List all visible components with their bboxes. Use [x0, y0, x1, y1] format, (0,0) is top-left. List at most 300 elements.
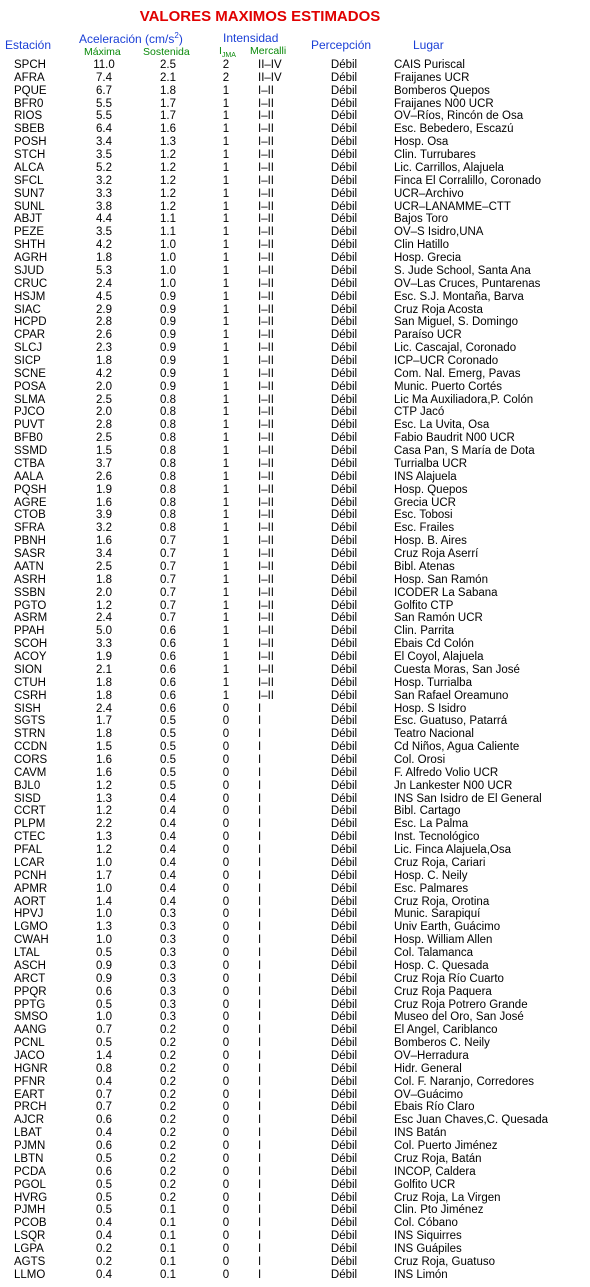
- cell-ijma: 0: [222, 934, 230, 947]
- cell-sustained: 0.5: [160, 728, 176, 741]
- cell-max: 0.5: [96, 947, 112, 960]
- cell-sustained: 0.6: [160, 651, 176, 664]
- cell-mercalli: I: [258, 1204, 262, 1217]
- cell-mercalli: I–II: [258, 161, 274, 174]
- cell-sustained: 0.4: [160, 856, 176, 869]
- cell-perception: Débil: [330, 264, 358, 277]
- cell-station: SSMD: [14, 445, 48, 458]
- cell-sustained: 0.1: [160, 1230, 176, 1243]
- cell-place: San Rafael Oreamuno: [394, 689, 509, 702]
- cell-sustained: 0.2: [160, 1140, 176, 1153]
- cell-perception: Débil: [330, 831, 358, 844]
- cell-station: SHTH: [14, 239, 46, 252]
- cell-perception: Débil: [330, 921, 358, 934]
- table-row: [0, 1063, 590, 1076]
- cell-max: 2.8: [96, 419, 112, 432]
- cell-perception: Débil: [330, 355, 358, 367]
- cell-mercalli: I: [258, 1088, 262, 1101]
- cell-mercalli: I–II: [258, 393, 274, 406]
- table-row: [0, 432, 590, 445]
- cell-ijma: 1: [222, 457, 230, 470]
- cell-ijma: 0: [222, 908, 230, 921]
- cell-max: 0.8: [96, 1062, 112, 1075]
- cell-max: 1.2: [96, 779, 112, 792]
- cell-ijma: 0: [222, 1062, 230, 1075]
- cell-station: SMSO: [14, 1011, 48, 1024]
- cell-perception: Débil: [330, 149, 358, 162]
- table-row: [0, 947, 590, 960]
- cell-place: Cruz Roja, Cariari: [394, 856, 486, 869]
- cell-ijma: 0: [222, 1114, 230, 1127]
- cell-sustained: 1.2: [160, 174, 176, 187]
- cell-station: SISH: [14, 702, 41, 715]
- cell-perception: Débil: [330, 805, 358, 818]
- cell-perception: Débil: [330, 612, 358, 625]
- cell-station: JACO: [14, 1049, 45, 1062]
- table-row: [0, 406, 590, 419]
- cell-perception: Débil: [330, 689, 358, 702]
- cell-perception: Débil: [330, 71, 358, 84]
- cell-place: OV–Ríos, Rincón de Osa: [394, 110, 524, 123]
- cell-max: 2.0: [96, 586, 112, 599]
- cell-sustained: 0.3: [160, 972, 176, 985]
- cell-max: 5.3: [96, 264, 112, 277]
- cell-mercalli: I–II: [258, 149, 274, 162]
- cell-station: SFRA: [14, 522, 45, 535]
- cell-station: SBEB: [14, 123, 45, 136]
- cell-perception: Débil: [330, 625, 358, 638]
- cell-perception: Débil: [330, 895, 358, 908]
- cell-station: HGNR: [14, 1062, 48, 1075]
- cell-max: 3.2: [96, 174, 112, 187]
- cell-place: Esc. Tobosi: [394, 509, 453, 522]
- cell-max: 0.7: [96, 1101, 112, 1114]
- cell-max: 0.5: [96, 1191, 112, 1204]
- cell-ijma: 1: [222, 252, 230, 265]
- cell-place: Ebais Cd Colón: [394, 638, 474, 651]
- cell-place: Hosp. S Isidro: [394, 702, 467, 715]
- cell-perception: Débil: [330, 1049, 358, 1062]
- cell-sustained: 0.9: [160, 355, 176, 367]
- cell-max: 7.4: [96, 71, 112, 84]
- cell-place: Cruz Roja, Guatuso: [394, 1255, 495, 1268]
- cell-mercalli: I–II: [258, 535, 274, 548]
- cell-max: 0.7: [96, 1088, 112, 1101]
- cell-station: CSRH: [14, 689, 47, 702]
- cell-max: 2.8: [96, 316, 112, 329]
- cell-place: Esc. Bebedero, Escazú: [394, 123, 514, 136]
- cell-max: 5.2: [96, 161, 112, 174]
- table-row: [0, 1037, 590, 1050]
- cell-station: AALA: [14, 470, 44, 483]
- cell-sustained: 0.1: [160, 1268, 176, 1281]
- cell-perception: Débil: [330, 239, 358, 252]
- cell-sustained: 0.2: [160, 1127, 176, 1140]
- cell-station: LGPA: [14, 1243, 44, 1256]
- cell-place: Cruz Roja, Batán: [394, 1152, 482, 1165]
- cell-station: PGOL: [14, 1178, 46, 1191]
- cell-mercalli: I: [258, 908, 262, 921]
- cell-max: 1.0: [96, 882, 112, 895]
- cell-sustained: 1.2: [160, 187, 176, 200]
- cell-mercalli: I–II: [258, 586, 274, 599]
- cell-station: ACOY: [14, 651, 47, 664]
- cell-perception: Débil: [330, 213, 358, 226]
- cell-ijma: 0: [222, 856, 230, 869]
- cell-ijma: 0: [222, 882, 230, 895]
- cell-place: Cuesta Moras, San José: [394, 663, 520, 676]
- cell-max: 1.8: [96, 355, 112, 367]
- cell-mercalli: I: [258, 1268, 262, 1281]
- cell-sustained: 0.3: [160, 908, 176, 921]
- table-row: [0, 265, 590, 278]
- cell-station: STRN: [14, 728, 46, 741]
- table-row: [0, 394, 590, 407]
- header-sustained: Sostenida: [143, 46, 190, 58]
- cell-station: SION: [14, 663, 43, 676]
- table-row: [0, 754, 590, 767]
- cell-perception: Débil: [330, 483, 358, 496]
- cell-perception: Débil: [330, 972, 358, 985]
- cell-perception: Débil: [330, 844, 358, 857]
- cell-station: PRCH: [14, 1101, 47, 1114]
- table-row: [0, 201, 590, 214]
- cell-max: 6.7: [96, 84, 112, 97]
- cell-perception: Débil: [330, 1230, 358, 1243]
- cell-place: OV–S Isidro,UNA: [394, 226, 484, 239]
- cell-ijma: 0: [222, 959, 230, 972]
- table-row: [0, 703, 590, 716]
- cell-mercalli: I: [258, 1243, 262, 1256]
- cell-mercalli: I–II: [258, 612, 274, 625]
- cell-ijma: 0: [222, 1191, 230, 1204]
- cell-sustained: 0.2: [160, 1075, 176, 1088]
- cell-station: PFNR: [14, 1075, 46, 1088]
- cell-perception: Débil: [330, 934, 358, 947]
- cell-place: OV–Guácimo: [394, 1088, 464, 1101]
- table-row: [0, 355, 590, 368]
- cell-max: 2.0: [96, 406, 112, 419]
- cell-ijma: 0: [222, 1101, 230, 1114]
- cell-ijma: 0: [222, 1217, 230, 1230]
- cell-perception: Débil: [330, 1024, 358, 1037]
- cell-perception: Débil: [330, 419, 358, 432]
- cell-max: 4.2: [96, 239, 112, 252]
- cell-mercalli: I–II: [258, 174, 274, 187]
- cell-place: Munic. Puerto Cortés: [394, 380, 503, 393]
- cell-mercalli: I: [258, 831, 262, 844]
- cell-perception: Débil: [330, 200, 358, 213]
- cell-station: AJCR: [14, 1114, 45, 1127]
- cell-station: RIOS: [14, 110, 43, 123]
- cell-ijma: 0: [222, 998, 230, 1011]
- cell-place: Hosp. Turrialba: [394, 676, 472, 689]
- cell-station: SCNE: [14, 367, 46, 380]
- cell-max: 1.3: [96, 831, 112, 844]
- cell-place: Col. Cóbano: [394, 1217, 458, 1230]
- cell-sustained: 0.9: [160, 367, 176, 380]
- cell-sustained: 1.6: [160, 123, 176, 136]
- table-row: [0, 1153, 590, 1166]
- cell-mercalli: I–II: [258, 663, 274, 676]
- cell-sustained: 0.7: [160, 548, 176, 561]
- cell-station: SUN7: [14, 187, 45, 200]
- cell-station: HSJM: [14, 290, 46, 303]
- cell-ijma: 1: [222, 123, 230, 136]
- cell-ijma: 0: [222, 1255, 230, 1268]
- cell-perception: Débil: [330, 1114, 358, 1127]
- cell-ijma: 0: [222, 1178, 230, 1191]
- cell-station: LBAT: [14, 1127, 42, 1140]
- cell-mercalli: I: [258, 959, 262, 972]
- cell-place: Finca El Corralillo, Coronado: [394, 174, 542, 187]
- cell-ijma: 1: [222, 509, 230, 522]
- table-row: [0, 986, 590, 999]
- cell-mercalli: I–II: [258, 470, 274, 483]
- cell-place: Grecia UCR: [394, 496, 456, 509]
- cell-ijma: 1: [222, 689, 230, 702]
- table-row: [0, 1011, 590, 1024]
- cell-mercalli: I–II: [258, 239, 274, 252]
- cell-mercalli: I–II: [258, 638, 274, 651]
- cell-mercalli: I–II: [258, 200, 274, 213]
- cell-ijma: 1: [222, 149, 230, 162]
- cell-station: ASCH: [14, 959, 46, 972]
- cell-mercalli: I–II: [258, 187, 274, 200]
- table-row: [0, 883, 590, 896]
- cell-mercalli: I–II: [258, 290, 274, 303]
- cell-mercalli: I–II: [258, 406, 274, 419]
- cell-sustained: 0.7: [160, 573, 176, 586]
- cell-sustained: 0.7: [160, 560, 176, 573]
- cell-mercalli: I: [258, 779, 262, 792]
- cell-station: CAVM: [14, 766, 47, 779]
- cell-ijma: 0: [222, 1140, 230, 1153]
- cell-ijma: 1: [222, 213, 230, 226]
- cell-station: PBNH: [14, 535, 46, 548]
- cell-sustained: 0.3: [160, 947, 176, 960]
- cell-mercalli: I: [258, 1152, 262, 1165]
- cell-max: 0.6: [96, 985, 112, 998]
- cell-station: HCPD: [14, 316, 47, 329]
- cell-max: 0.5: [96, 1037, 112, 1050]
- cell-max: 0.9: [96, 972, 112, 985]
- cell-max: 2.5: [96, 393, 112, 406]
- cell-place: INS Batán: [394, 1127, 447, 1140]
- cell-mercalli: I: [258, 1140, 262, 1153]
- cell-mercalli: I–II: [258, 367, 274, 380]
- cell-place: Com. Nal. Emerg, Pavas: [394, 367, 521, 380]
- cell-mercalli: I: [258, 985, 262, 998]
- cell-place: Bomberos Quepos: [394, 84, 490, 97]
- cell-station: PCDA: [14, 1165, 46, 1178]
- table-row: [0, 419, 590, 432]
- cell-ijma: 1: [222, 522, 230, 535]
- cell-max: 0.6: [96, 1114, 112, 1127]
- cell-sustained: 0.6: [160, 638, 176, 651]
- cell-place: CAIS Puriscal: [394, 59, 465, 71]
- table-row: [0, 291, 590, 304]
- cell-mercalli: I: [258, 856, 262, 869]
- cell-mercalli: I: [258, 934, 262, 947]
- table-row: [0, 162, 590, 175]
- cell-sustained: 0.3: [160, 934, 176, 947]
- table-row: [0, 239, 590, 252]
- cell-max: 3.5: [96, 226, 112, 239]
- cell-station: SICP: [14, 355, 41, 367]
- cell-perception: Débil: [330, 959, 358, 972]
- cell-ijma: 1: [222, 573, 230, 586]
- cell-max: 1.6: [96, 496, 112, 509]
- cell-perception: Débil: [330, 1037, 358, 1050]
- cell-sustained: 0.2: [160, 1178, 176, 1191]
- cell-sustained: 1.2: [160, 161, 176, 174]
- cell-station: BJL0: [14, 779, 41, 792]
- table-row: [0, 1179, 590, 1192]
- cell-perception: Débil: [330, 123, 358, 136]
- cell-max: 0.5: [96, 1204, 112, 1217]
- table-row: [0, 535, 590, 548]
- table-row: [0, 1140, 590, 1153]
- header-ijma-sub: JMA: [221, 52, 236, 60]
- cell-mercalli: I–II: [258, 264, 274, 277]
- table-row: [0, 690, 590, 703]
- cell-ijma: 1: [222, 161, 230, 174]
- cell-mercalli: I: [258, 972, 262, 985]
- cell-place: OV–Herradura: [394, 1049, 469, 1062]
- cell-sustained: 0.8: [160, 522, 176, 535]
- cell-place: Museo del Oro, San José: [394, 1011, 524, 1024]
- cell-station: PJCO: [14, 406, 45, 419]
- cell-station: POSH: [14, 136, 47, 149]
- cell-max: 0.7: [96, 1024, 112, 1037]
- cell-place: ICODER La Sabana: [394, 586, 498, 599]
- cell-mercalli: II–IV: [258, 71, 282, 84]
- cell-place: Esc. Palmares: [394, 882, 469, 895]
- cell-ijma: 0: [222, 1075, 230, 1088]
- table-row: [0, 870, 590, 883]
- table-row: [0, 548, 590, 561]
- cell-perception: Débil: [330, 908, 358, 921]
- table-row: [0, 1114, 590, 1127]
- cell-mercalli: I: [258, 1255, 262, 1268]
- cell-place: Cruz Roja Río Cuarto: [394, 972, 504, 985]
- cell-station: ASRH: [14, 573, 46, 586]
- cell-max: 0.2: [96, 1243, 112, 1256]
- table-row: [0, 252, 590, 265]
- cell-station: CORS: [14, 753, 48, 766]
- cell-perception: Débil: [330, 84, 358, 97]
- cell-station: ABJT: [14, 213, 43, 226]
- table-row: [0, 175, 590, 188]
- cell-sustained: 1.7: [160, 97, 176, 110]
- cell-place: San Ramón UCR: [394, 612, 483, 625]
- cell-max: 1.4: [96, 1049, 112, 1062]
- table-row: [0, 149, 590, 162]
- table-row: [0, 831, 590, 844]
- cell-sustained: 0.9: [160, 290, 176, 303]
- cell-sustained: 0.9: [160, 329, 176, 342]
- cell-place: Clin. Turrubares: [394, 149, 476, 162]
- table-row: [0, 1217, 590, 1230]
- cell-station: SJUD: [14, 264, 45, 277]
- cell-max: 2.6: [96, 329, 112, 342]
- cell-perception: Débil: [330, 329, 358, 342]
- cell-perception: Débil: [330, 651, 358, 664]
- cell-place: INCOP, Caldera: [394, 1165, 476, 1178]
- header-acceleration-exp: 2: [174, 31, 179, 40]
- cell-max: 2.5: [96, 432, 112, 445]
- table-row: [0, 278, 590, 291]
- cell-ijma: 0: [222, 1049, 230, 1062]
- cell-perception: Débil: [330, 947, 358, 960]
- cell-ijma: 0: [222, 805, 230, 818]
- cell-ijma: 0: [222, 1268, 230, 1281]
- cell-perception: Débil: [330, 818, 358, 831]
- cell-perception: Débil: [330, 457, 358, 470]
- table-row: [0, 522, 590, 535]
- cell-max: 0.4: [96, 1127, 112, 1140]
- cell-place: Col. Orosi: [394, 753, 446, 766]
- header-intensity: Intensidad: [223, 31, 279, 45]
- cell-station: LCAR: [14, 856, 45, 869]
- cell-max: 0.9: [96, 959, 112, 972]
- cell-sustained: 0.1: [160, 1204, 176, 1217]
- table-row: [0, 123, 590, 136]
- cell-ijma: 0: [222, 947, 230, 960]
- cell-perception: Débil: [330, 97, 358, 110]
- cell-ijma: 0: [222, 972, 230, 985]
- cell-station: CCDN: [14, 741, 48, 754]
- cell-sustained: 0.3: [160, 959, 176, 972]
- cell-perception: Débil: [330, 676, 358, 689]
- cell-mercalli: I: [258, 921, 262, 934]
- table-row: [0, 1204, 590, 1217]
- cell-max: 1.6: [96, 766, 112, 779]
- cell-perception: Débil: [330, 869, 358, 882]
- cell-ijma: 1: [222, 342, 230, 355]
- table-row: [0, 741, 590, 754]
- table-row: [0, 805, 590, 818]
- cell-station: ASRM: [14, 612, 48, 625]
- table-row: [0, 368, 590, 381]
- cell-station: PCOB: [14, 1217, 47, 1230]
- cell-ijma: 0: [222, 1165, 230, 1178]
- cell-place: INS Siquirres: [394, 1230, 462, 1243]
- cell-max: 2.9: [96, 303, 112, 316]
- cell-station: LGMO: [14, 921, 48, 934]
- cell-ijma: 1: [222, 380, 230, 393]
- table-row: [0, 908, 590, 921]
- cell-place: Hosp. B. Aires: [394, 535, 467, 548]
- cell-ijma: 1: [222, 406, 230, 419]
- cell-ijma: 1: [222, 110, 230, 123]
- table-row: [0, 1256, 590, 1269]
- cell-place: INS Alajuela: [394, 470, 457, 483]
- cell-max: 1.9: [96, 483, 112, 496]
- cell-max: 5.5: [96, 110, 112, 123]
- table-row: [0, 1192, 590, 1205]
- table-row: [0, 728, 590, 741]
- table-row: [0, 973, 590, 986]
- cell-max: 1.0: [96, 856, 112, 869]
- table-row: [0, 677, 590, 690]
- cell-sustained: 0.3: [160, 985, 176, 998]
- cell-station: PPTG: [14, 998, 46, 1011]
- cell-max: 2.6: [96, 470, 112, 483]
- cell-ijma: 1: [222, 187, 230, 200]
- cell-place: F. Alfredo Volio UCR: [394, 766, 499, 779]
